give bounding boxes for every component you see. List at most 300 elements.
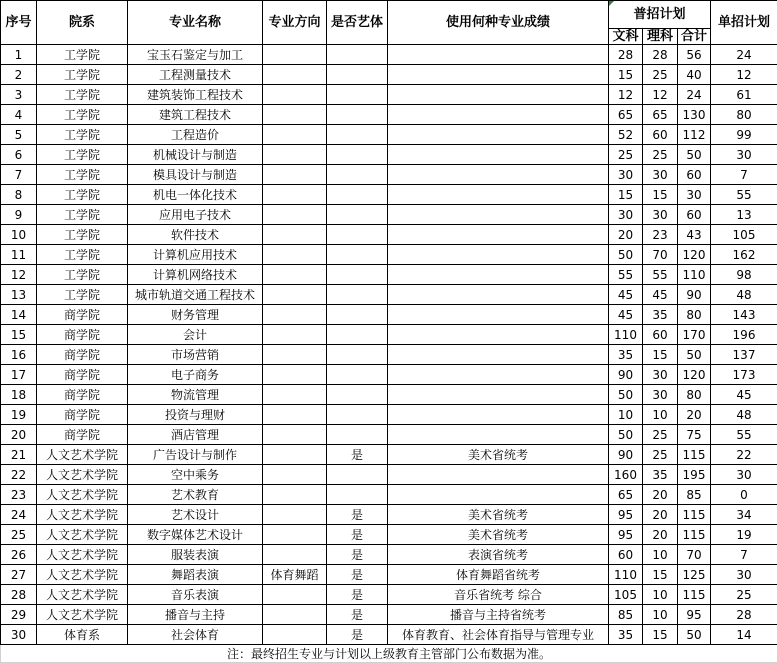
cell-score-used[interactable] <box>388 345 609 365</box>
cell-score-used[interactable] <box>388 125 609 145</box>
cell-score-used[interactable] <box>388 205 609 225</box>
cell-score-used[interactable] <box>388 385 609 405</box>
cell-score-used[interactable] <box>388 485 609 505</box>
cell-direction[interactable] <box>263 305 327 325</box>
cell-is-art-sport[interactable] <box>327 285 388 305</box>
cell-major[interactable]: 音乐表演 <box>128 585 263 605</box>
cell-wen[interactable]: 10 <box>609 405 643 425</box>
cell-wen[interactable]: 35 <box>609 345 643 365</box>
cell-seq[interactable]: 22 <box>1 465 37 485</box>
cell-wen[interactable]: 28 <box>609 45 643 65</box>
cell-li[interactable]: 30 <box>643 205 678 225</box>
header-seq[interactable]: 序号 <box>1 1 37 45</box>
cell-dept[interactable]: 人文艺术学院 <box>37 485 128 505</box>
cell-li[interactable]: 10 <box>643 585 678 605</box>
cell-wen[interactable]: 50 <box>609 385 643 405</box>
cell-is-art-sport[interactable] <box>327 185 388 205</box>
cell-li[interactable]: 25 <box>643 145 678 165</box>
cell-score-used[interactable] <box>388 245 609 265</box>
cell-dept[interactable]: 体育系 <box>37 625 128 645</box>
cell-seq[interactable]: 18 <box>1 385 37 405</box>
cell-dept[interactable]: 人文艺术学院 <box>37 605 128 625</box>
cell-score-used[interactable] <box>388 185 609 205</box>
cell-direction[interactable] <box>263 425 327 445</box>
cell-li[interactable]: 15 <box>643 625 678 645</box>
cell-direction[interactable] <box>263 265 327 285</box>
cell-major[interactable]: 会计 <box>128 325 263 345</box>
cell-direction[interactable] <box>263 325 327 345</box>
cell-li[interactable]: 35 <box>643 465 678 485</box>
cell-major[interactable]: 社会体育 <box>128 625 263 645</box>
header-general-plan[interactable]: 普招计划 <box>609 1 711 29</box>
cell-is-art-sport[interactable] <box>327 385 388 405</box>
cell-li[interactable]: 10 <box>643 405 678 425</box>
cell-seq[interactable]: 21 <box>1 445 37 465</box>
cell-is-art-sport[interactable]: 是 <box>327 565 388 585</box>
cell-major[interactable]: 艺术设计 <box>128 505 263 525</box>
cell-is-art-sport[interactable] <box>327 465 388 485</box>
cell-li[interactable]: 60 <box>643 125 678 145</box>
cell-li[interactable]: 65 <box>643 105 678 125</box>
cell-seq[interactable]: 11 <box>1 245 37 265</box>
cell-major[interactable]: 机电一体化技术 <box>128 185 263 205</box>
cell-single[interactable]: 196 <box>711 325 777 345</box>
cell-seq[interactable]: 1 <box>1 45 37 65</box>
cell-total[interactable]: 115 <box>678 505 711 525</box>
cell-single[interactable]: 34 <box>711 505 777 525</box>
cell-direction[interactable] <box>263 365 327 385</box>
cell-single[interactable]: 55 <box>711 425 777 445</box>
cell-dept[interactable]: 工学院 <box>37 265 128 285</box>
cell-seq[interactable]: 13 <box>1 285 37 305</box>
cell-major[interactable]: 播音与主持 <box>128 605 263 625</box>
header-score-used[interactable]: 使用何种专业成绩 <box>388 1 609 45</box>
cell-total[interactable]: 125 <box>678 565 711 585</box>
cell-wen[interactable]: 60 <box>609 545 643 565</box>
header-major[interactable]: 专业名称 <box>128 1 263 45</box>
cell-major[interactable]: 城市轨道交通工程技术 <box>128 285 263 305</box>
cell-wen[interactable]: 95 <box>609 505 643 525</box>
header-li[interactable]: 理科 <box>643 29 678 45</box>
cell-is-art-sport[interactable] <box>327 265 388 285</box>
cell-direction[interactable] <box>263 165 327 185</box>
cell-single[interactable]: 30 <box>711 145 777 165</box>
cell-dept[interactable]: 人文艺术学院 <box>37 445 128 465</box>
cell-dept[interactable]: 商学院 <box>37 345 128 365</box>
cell-dept[interactable]: 工学院 <box>37 65 128 85</box>
cell-seq[interactable]: 2 <box>1 65 37 85</box>
cell-score-used[interactable]: 体育舞蹈省统考 <box>388 565 609 585</box>
cell-is-art-sport[interactable] <box>327 45 388 65</box>
cell-dept[interactable]: 工学院 <box>37 205 128 225</box>
cell-seq[interactable]: 23 <box>1 485 37 505</box>
cell-major[interactable]: 建筑装饰工程技术 <box>128 85 263 105</box>
cell-wen[interactable]: 110 <box>609 565 643 585</box>
cell-seq[interactable]: 25 <box>1 525 37 545</box>
header-total[interactable]: 合计 <box>678 29 711 45</box>
cell-wen[interactable]: 25 <box>609 145 643 165</box>
cell-single[interactable]: 7 <box>711 545 777 565</box>
cell-direction[interactable] <box>263 625 327 645</box>
cell-is-art-sport[interactable] <box>327 105 388 125</box>
cell-seq[interactable]: 28 <box>1 585 37 605</box>
cell-direction[interactable] <box>263 245 327 265</box>
cell-is-art-sport[interactable] <box>327 225 388 245</box>
cell-direction[interactable] <box>263 385 327 405</box>
cell-seq[interactable]: 19 <box>1 405 37 425</box>
cell-total[interactable]: 50 <box>678 145 711 165</box>
cell-wen[interactable]: 20 <box>609 225 643 245</box>
cell-direction[interactable] <box>263 345 327 365</box>
cell-is-art-sport[interactable] <box>327 205 388 225</box>
cell-li[interactable]: 20 <box>643 525 678 545</box>
cell-score-used[interactable] <box>388 465 609 485</box>
cell-is-art-sport[interactable] <box>327 245 388 265</box>
cell-score-used[interactable] <box>388 225 609 245</box>
cell-major[interactable]: 电子商务 <box>128 365 263 385</box>
cell-score-used[interactable] <box>388 145 609 165</box>
cell-score-used[interactable] <box>388 105 609 125</box>
cell-total[interactable]: 20 <box>678 405 711 425</box>
cell-li[interactable]: 15 <box>643 565 678 585</box>
cell-seq[interactable]: 15 <box>1 325 37 345</box>
cell-is-art-sport[interactable]: 是 <box>327 585 388 605</box>
cell-score-used[interactable] <box>388 365 609 385</box>
cell-direction[interactable] <box>263 285 327 305</box>
cell-is-art-sport[interactable]: 是 <box>327 445 388 465</box>
cell-total[interactable]: 75 <box>678 425 711 445</box>
cell-li[interactable]: 12 <box>643 85 678 105</box>
cell-is-art-sport[interactable] <box>327 65 388 85</box>
cell-major[interactable]: 市场营销 <box>128 345 263 365</box>
cell-total[interactable]: 95 <box>678 605 711 625</box>
cell-total[interactable]: 50 <box>678 625 711 645</box>
cell-major[interactable]: 服装表演 <box>128 545 263 565</box>
cell-is-art-sport[interactable]: 是 <box>327 545 388 565</box>
cell-wen[interactable]: 90 <box>609 365 643 385</box>
cell-direction[interactable] <box>263 585 327 605</box>
cell-direction[interactable] <box>263 225 327 245</box>
cell-total[interactable]: 115 <box>678 445 711 465</box>
cell-total[interactable]: 115 <box>678 525 711 545</box>
cell-single[interactable]: 24 <box>711 45 777 65</box>
cell-direction[interactable] <box>263 545 327 565</box>
cell-single[interactable]: 7 <box>711 165 777 185</box>
cell-direction[interactable] <box>263 525 327 545</box>
cell-seq[interactable]: 24 <box>1 505 37 525</box>
cell-direction[interactable] <box>263 145 327 165</box>
cell-wen[interactable]: 105 <box>609 585 643 605</box>
cell-dept[interactable]: 商学院 <box>37 425 128 445</box>
cell-dept[interactable]: 工学院 <box>37 225 128 245</box>
cell-li[interactable]: 25 <box>643 445 678 465</box>
cell-is-art-sport[interactable] <box>327 405 388 425</box>
cell-single[interactable]: 12 <box>711 65 777 85</box>
cell-li[interactable]: 70 <box>643 245 678 265</box>
cell-major[interactable]: 宝玉石鉴定与加工 <box>128 45 263 65</box>
cell-wen[interactable]: 45 <box>609 285 643 305</box>
cell-major[interactable]: 模具设计与制造 <box>128 165 263 185</box>
cell-score-used[interactable] <box>388 405 609 425</box>
cell-is-art-sport[interactable]: 是 <box>327 625 388 645</box>
cell-wen[interactable]: 15 <box>609 65 643 85</box>
cell-is-art-sport[interactable]: 是 <box>327 605 388 625</box>
cell-direction[interactable] <box>263 65 327 85</box>
cell-total[interactable]: 80 <box>678 385 711 405</box>
cell-dept[interactable]: 工学院 <box>37 185 128 205</box>
cell-is-art-sport[interactable] <box>327 165 388 185</box>
cell-wen[interactable]: 110 <box>609 325 643 345</box>
cell-dept[interactable]: 工学院 <box>37 165 128 185</box>
cell-wen[interactable]: 50 <box>609 245 643 265</box>
cell-li[interactable]: 25 <box>643 425 678 445</box>
cell-seq[interactable]: 14 <box>1 305 37 325</box>
cell-major[interactable]: 计算机应用技术 <box>128 245 263 265</box>
cell-score-used[interactable] <box>388 45 609 65</box>
cell-is-art-sport[interactable] <box>327 365 388 385</box>
cell-single[interactable]: 98 <box>711 265 777 285</box>
cell-seq[interactable]: 3 <box>1 85 37 105</box>
cell-single[interactable]: 55 <box>711 185 777 205</box>
cell-is-art-sport[interactable] <box>327 125 388 145</box>
header-direction[interactable]: 专业方向 <box>263 1 327 45</box>
cell-single[interactable]: 30 <box>711 465 777 485</box>
cell-single[interactable]: 45 <box>711 385 777 405</box>
cell-li[interactable]: 35 <box>643 305 678 325</box>
cell-major[interactable]: 酒店管理 <box>128 425 263 445</box>
cell-total[interactable]: 195 <box>678 465 711 485</box>
cell-single[interactable]: 0 <box>711 485 777 505</box>
cell-direction[interactable]: 体育舞蹈 <box>263 565 327 585</box>
cell-dept[interactable]: 人文艺术学院 <box>37 505 128 525</box>
cell-li[interactable]: 25 <box>643 65 678 85</box>
cell-dept[interactable]: 人文艺术学院 <box>37 465 128 485</box>
cell-li[interactable]: 30 <box>643 365 678 385</box>
cell-direction[interactable] <box>263 505 327 525</box>
cell-is-art-sport[interactable]: 是 <box>327 505 388 525</box>
cell-li[interactable]: 20 <box>643 485 678 505</box>
cell-wen[interactable]: 30 <box>609 205 643 225</box>
cell-total[interactable]: 56 <box>678 45 711 65</box>
cell-seq[interactable]: 20 <box>1 425 37 445</box>
cell-score-used[interactable]: 美术省统考 <box>388 445 609 465</box>
cell-is-art-sport[interactable] <box>327 345 388 365</box>
cell-total[interactable]: 120 <box>678 245 711 265</box>
cell-li[interactable]: 55 <box>643 265 678 285</box>
cell-score-used[interactable]: 播音与主持省统考 <box>388 605 609 625</box>
cell-dept[interactable]: 人文艺术学院 <box>37 525 128 545</box>
cell-single[interactable]: 48 <box>711 285 777 305</box>
cell-li[interactable]: 60 <box>643 325 678 345</box>
cell-total[interactable]: 112 <box>678 125 711 145</box>
cell-single[interactable]: 137 <box>711 345 777 365</box>
cell-seq[interactable]: 4 <box>1 105 37 125</box>
cell-direction[interactable] <box>263 605 327 625</box>
cell-total[interactable]: 130 <box>678 105 711 125</box>
cell-score-used[interactable] <box>388 165 609 185</box>
cell-dept[interactable]: 工学院 <box>37 85 128 105</box>
cell-li[interactable]: 10 <box>643 605 678 625</box>
cell-direction[interactable] <box>263 405 327 425</box>
cell-score-used[interactable]: 音乐省统考 综合 <box>388 585 609 605</box>
cell-single[interactable]: 162 <box>711 245 777 265</box>
cell-direction[interactable] <box>263 465 327 485</box>
cell-total[interactable]: 120 <box>678 365 711 385</box>
cell-seq[interactable]: 6 <box>1 145 37 165</box>
cell-is-art-sport[interactable] <box>327 85 388 105</box>
cell-is-art-sport[interactable] <box>327 325 388 345</box>
cell-total[interactable]: 70 <box>678 545 711 565</box>
cell-dept[interactable]: 工学院 <box>37 285 128 305</box>
cell-total[interactable]: 43 <box>678 225 711 245</box>
cell-total[interactable]: 60 <box>678 165 711 185</box>
cell-major[interactable]: 财务管理 <box>128 305 263 325</box>
cell-total[interactable]: 115 <box>678 585 711 605</box>
cell-single[interactable]: 19 <box>711 525 777 545</box>
cell-major[interactable]: 舞蹈表演 <box>128 565 263 585</box>
cell-wen[interactable]: 55 <box>609 265 643 285</box>
cell-total[interactable]: 24 <box>678 85 711 105</box>
cell-dept[interactable]: 人文艺术学院 <box>37 585 128 605</box>
cell-seq[interactable]: 16 <box>1 345 37 365</box>
cell-seq[interactable]: 29 <box>1 605 37 625</box>
cell-direction[interactable] <box>263 85 327 105</box>
cell-score-used[interactable] <box>388 325 609 345</box>
cell-seq[interactable]: 27 <box>1 565 37 585</box>
cell-score-used[interactable] <box>388 265 609 285</box>
cell-dept[interactable]: 工学院 <box>37 245 128 265</box>
cell-dept[interactable]: 工学院 <box>37 125 128 145</box>
cell-single[interactable]: 173 <box>711 365 777 385</box>
cell-total[interactable]: 40 <box>678 65 711 85</box>
cell-single[interactable]: 30 <box>711 565 777 585</box>
cell-total[interactable]: 90 <box>678 285 711 305</box>
cell-dept[interactable]: 商学院 <box>37 385 128 405</box>
cell-total[interactable]: 110 <box>678 265 711 285</box>
cell-score-used[interactable]: 美术省统考 <box>388 525 609 545</box>
cell-major[interactable]: 机械设计与制造 <box>128 145 263 165</box>
cell-dept[interactable]: 商学院 <box>37 405 128 425</box>
cell-direction[interactable] <box>263 45 327 65</box>
cell-direction[interactable] <box>263 485 327 505</box>
cell-major[interactable]: 数字媒体艺术设计 <box>128 525 263 545</box>
cell-score-used[interactable] <box>388 65 609 85</box>
cell-li[interactable]: 28 <box>643 45 678 65</box>
cell-wen[interactable]: 35 <box>609 625 643 645</box>
cell-wen[interactable]: 52 <box>609 125 643 145</box>
cell-seq[interactable]: 12 <box>1 265 37 285</box>
cell-seq[interactable]: 9 <box>1 205 37 225</box>
cell-seq[interactable]: 10 <box>1 225 37 245</box>
cell-total[interactable]: 30 <box>678 185 711 205</box>
cell-wen[interactable]: 65 <box>609 105 643 125</box>
cell-dept[interactable]: 商学院 <box>37 325 128 345</box>
cell-single[interactable]: 143 <box>711 305 777 325</box>
header-wen[interactable]: 文科 <box>609 29 643 45</box>
cell-li[interactable]: 20 <box>643 505 678 525</box>
cell-single[interactable]: 105 <box>711 225 777 245</box>
cell-is-art-sport[interactable] <box>327 305 388 325</box>
cell-wen[interactable]: 12 <box>609 85 643 105</box>
cell-score-used[interactable] <box>388 305 609 325</box>
cell-wen[interactable]: 45 <box>609 305 643 325</box>
header-is-art-sport[interactable]: 是否艺体 <box>327 1 388 45</box>
cell-li[interactable]: 15 <box>643 185 678 205</box>
cell-single[interactable]: 48 <box>711 405 777 425</box>
cell-score-used[interactable]: 表演省统考 <box>388 545 609 565</box>
cell-wen[interactable]: 65 <box>609 485 643 505</box>
cell-single[interactable]: 14 <box>711 625 777 645</box>
cell-li[interactable]: 30 <box>643 165 678 185</box>
cell-single[interactable]: 25 <box>711 585 777 605</box>
cell-wen[interactable]: 30 <box>609 165 643 185</box>
cell-wen[interactable]: 95 <box>609 525 643 545</box>
cell-dept[interactable]: 工学院 <box>37 145 128 165</box>
cell-li[interactable]: 23 <box>643 225 678 245</box>
header-dept[interactable]: 院系 <box>37 1 128 45</box>
cell-total[interactable]: 50 <box>678 345 711 365</box>
cell-single[interactable]: 22 <box>711 445 777 465</box>
cell-single[interactable]: 80 <box>711 105 777 125</box>
cell-score-used[interactable] <box>388 425 609 445</box>
cell-is-art-sport[interactable] <box>327 485 388 505</box>
cell-seq[interactable]: 26 <box>1 545 37 565</box>
cell-major[interactable]: 应用电子技术 <box>128 205 263 225</box>
cell-score-used[interactable]: 美术省统考 <box>388 505 609 525</box>
cell-major[interactable]: 投资与理财 <box>128 405 263 425</box>
cell-seq[interactable]: 30 <box>1 625 37 645</box>
cell-major[interactable]: 艺术教育 <box>128 485 263 505</box>
cell-li[interactable]: 15 <box>643 345 678 365</box>
cell-dept[interactable]: 人文艺术学院 <box>37 545 128 565</box>
cell-dept[interactable]: 商学院 <box>37 365 128 385</box>
cell-dept[interactable]: 商学院 <box>37 305 128 325</box>
cell-wen[interactable]: 160 <box>609 465 643 485</box>
note-text[interactable]: 注：最终招生专业与计划以上级教育主管部门公布数据为准。 <box>1 645 777 663</box>
cell-wen[interactable]: 50 <box>609 425 643 445</box>
cell-li[interactable]: 30 <box>643 385 678 405</box>
cell-wen[interactable]: 85 <box>609 605 643 625</box>
cell-total[interactable]: 170 <box>678 325 711 345</box>
cell-wen[interactable]: 90 <box>609 445 643 465</box>
cell-seq[interactable]: 17 <box>1 365 37 385</box>
cell-dept[interactable]: 工学院 <box>37 45 128 65</box>
cell-direction[interactable] <box>263 125 327 145</box>
cell-seq[interactable]: 5 <box>1 125 37 145</box>
cell-direction[interactable] <box>263 205 327 225</box>
cell-single[interactable]: 28 <box>711 605 777 625</box>
cell-major[interactable]: 工程造价 <box>128 125 263 145</box>
cell-li[interactable]: 10 <box>643 545 678 565</box>
cell-score-used[interactable] <box>388 285 609 305</box>
cell-single[interactable]: 99 <box>711 125 777 145</box>
header-single-plan[interactable]: 单招计划 <box>711 1 777 45</box>
cell-is-art-sport[interactable] <box>327 145 388 165</box>
cell-single[interactable]: 13 <box>711 205 777 225</box>
cell-wen[interactable]: 15 <box>609 185 643 205</box>
cell-direction[interactable] <box>263 445 327 465</box>
cell-is-art-sport[interactable]: 是 <box>327 525 388 545</box>
cell-seq[interactable]: 7 <box>1 165 37 185</box>
cell-direction[interactable] <box>263 185 327 205</box>
cell-total[interactable]: 60 <box>678 205 711 225</box>
cell-seq[interactable]: 8 <box>1 185 37 205</box>
cell-direction[interactable] <box>263 105 327 125</box>
cell-total[interactable]: 85 <box>678 485 711 505</box>
cell-major[interactable]: 空中乘务 <box>128 465 263 485</box>
cell-li[interactable]: 45 <box>643 285 678 305</box>
cell-major[interactable]: 工程测量技术 <box>128 65 263 85</box>
